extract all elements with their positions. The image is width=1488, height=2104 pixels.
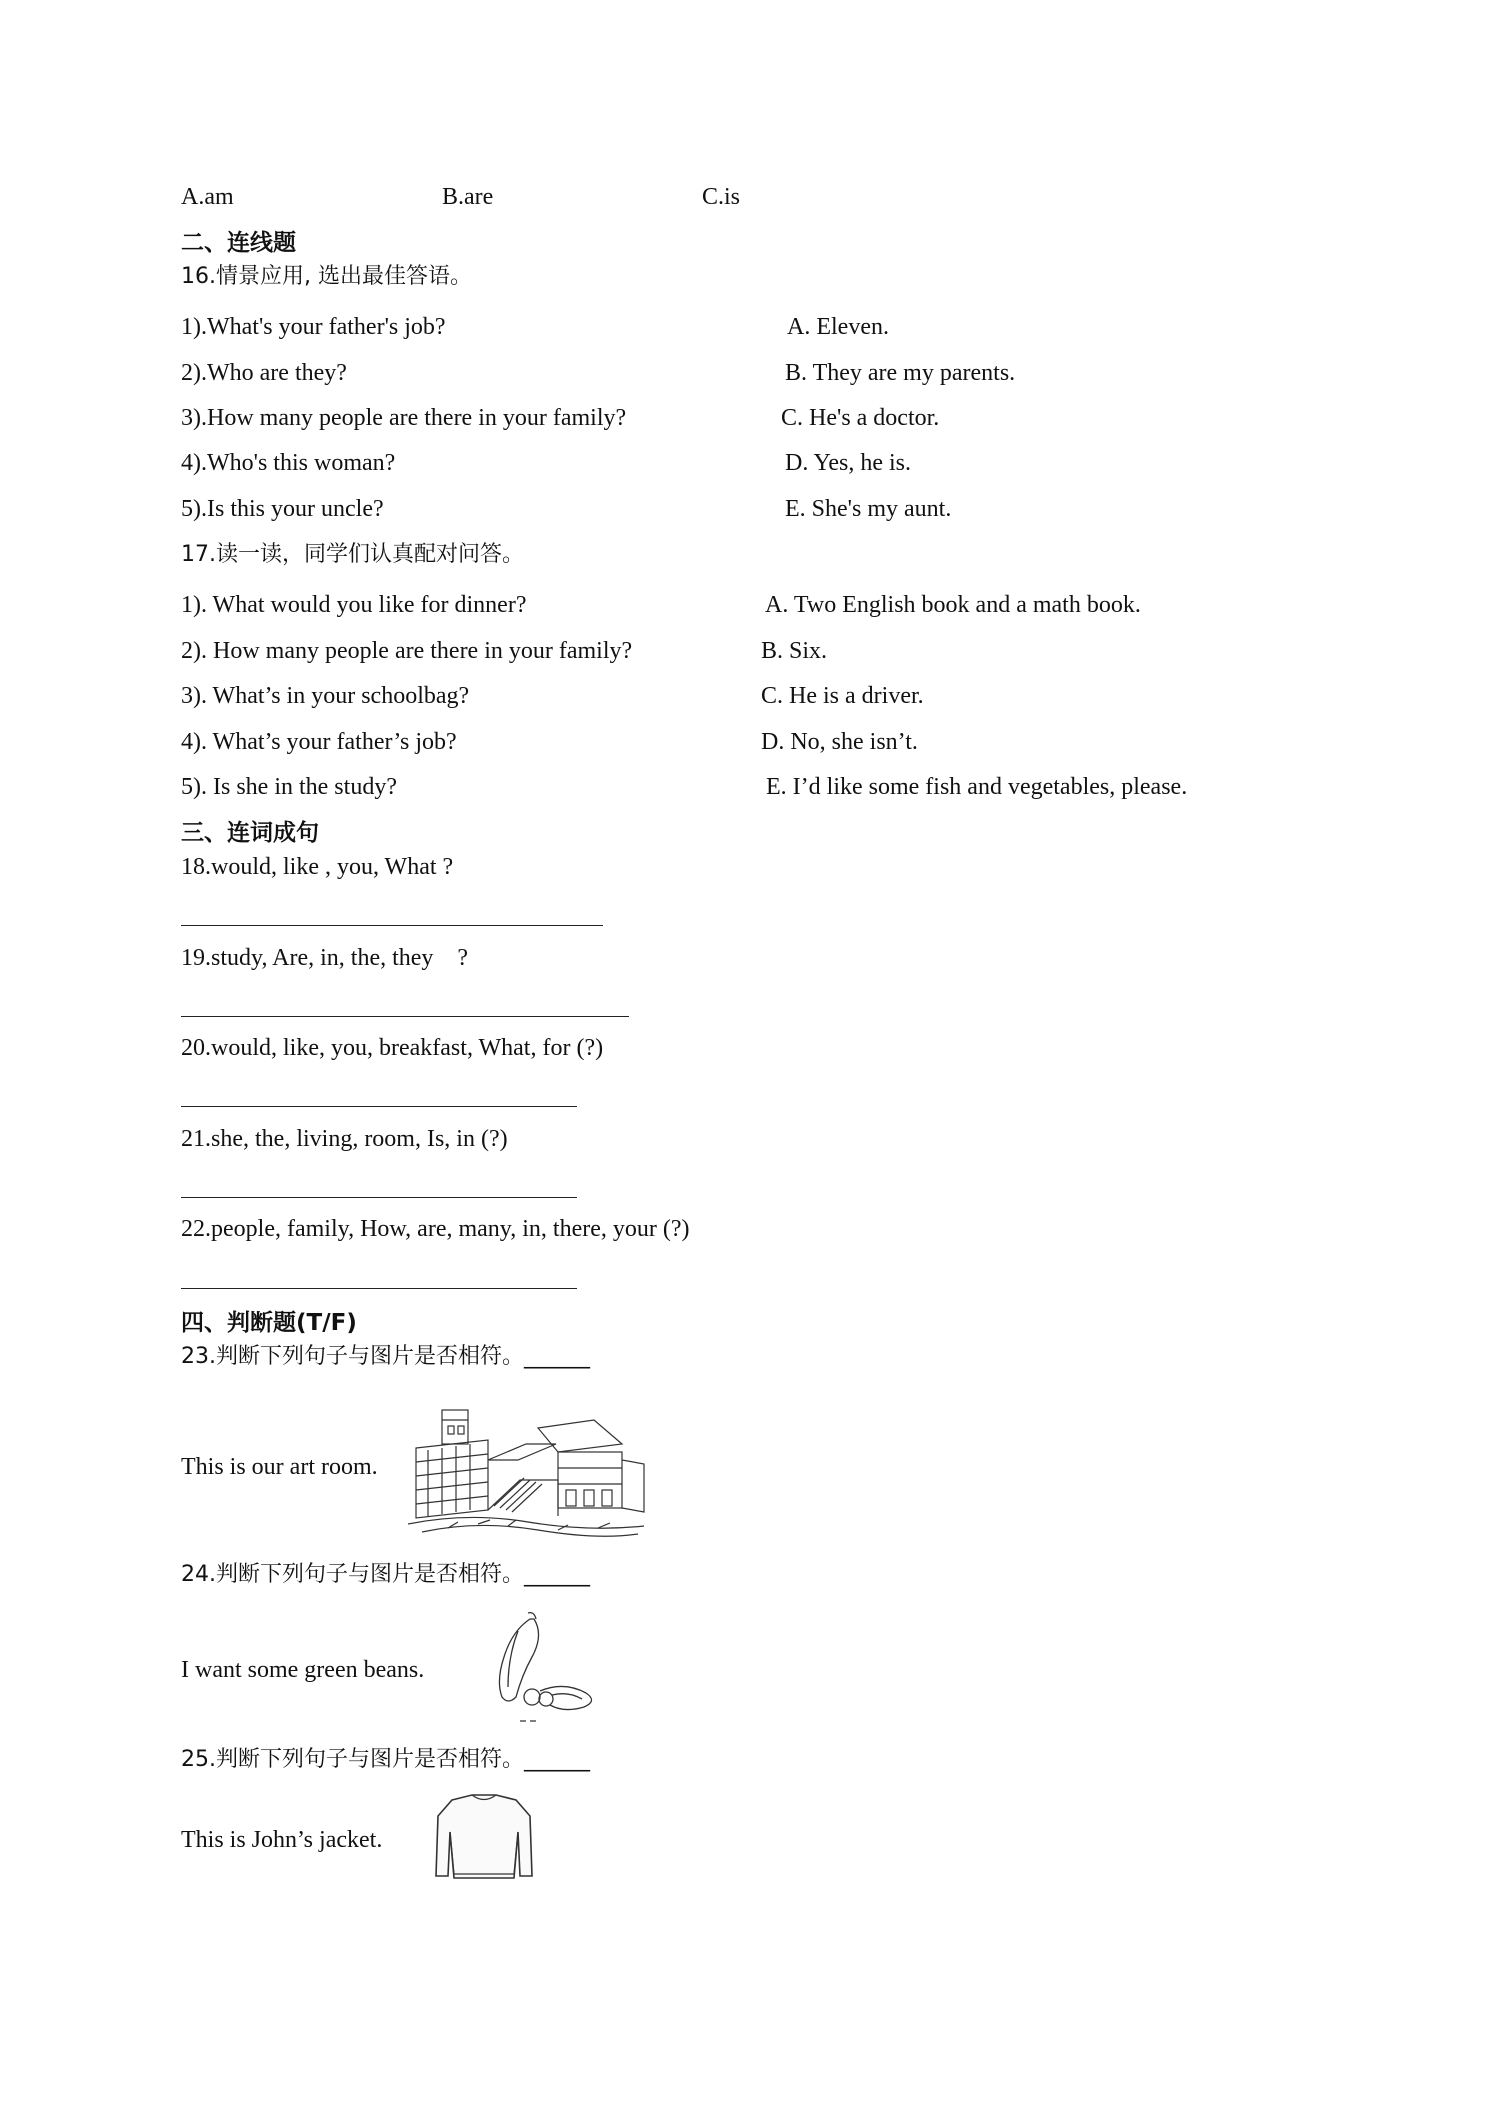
sentence-item: 22.people, family, How, are, many, in, there, your (?): [181, 1216, 690, 1242]
school-building-sketch: [408, 1400, 648, 1540]
answer-line: [181, 925, 603, 926]
q17-question: 4). What’s your father’s job?: [181, 729, 457, 755]
q16-question: 2).Who are they?: [181, 360, 347, 386]
option-b: B.are: [442, 184, 494, 210]
q16-prompt: 16.情景应用, 选出最佳答语。: [181, 264, 472, 289]
answer-line: [181, 1288, 577, 1289]
q16-question: 1).What's your father's job?: [181, 314, 446, 340]
tf-prompt: 25.判断下列句子与图片是否相符。______: [181, 1747, 590, 1772]
section4-heading: 四、判断题(T/F): [181, 1310, 357, 1336]
green-beans-sketch: [460, 1605, 610, 1730]
tf-sentence: This is John’s jacket.: [181, 1827, 383, 1853]
q17-answer: E. I’d like some fish and vegetables, please.: [766, 774, 1188, 800]
sentence-item: 18.would, like , you, What ?: [181, 854, 454, 880]
q17-answer: D. No, she isn’t.: [761, 729, 918, 755]
q17-answer: A. Two English book and a math book.: [765, 592, 1141, 618]
sentence-item: 20.would, like, you, breakfast, What, for (?): [181, 1035, 604, 1061]
tf-prompt: 23.判断下列句子与图片是否相符。______: [181, 1344, 590, 1369]
q17-answer: C. He is a driver.: [761, 683, 924, 709]
answer-line: [181, 1106, 577, 1107]
q16-answer: C. He's a doctor.: [781, 405, 940, 431]
q16-answer: B. They are my parents.: [785, 360, 1016, 386]
q17-question: 1). What would you like for dinner?: [181, 592, 527, 618]
q16-question: 3).How many people are there in your family?: [181, 405, 627, 431]
q17-prompt: 17.读一读，同学们认真配对问答。: [181, 542, 524, 567]
sentence-item: 19.study, Are, in, the, they ?: [181, 945, 469, 971]
tf-prompt: 24.判断下列句子与图片是否相符。______: [181, 1562, 590, 1587]
q16-question: 4).Who's this woman?: [181, 450, 396, 476]
answer-line: [181, 1016, 629, 1017]
q17-answer: B. Six.: [761, 638, 828, 664]
q16-answer: D. Yes, he is.: [785, 450, 912, 476]
q17-question: 3). What’s in your schoolbag?: [181, 683, 470, 709]
tf-sentence: I want some green beans.: [181, 1657, 425, 1683]
q16-answer: A. Eleven.: [787, 314, 889, 340]
sentence-item: 21.she, the, living, room, Is, in (?): [181, 1126, 508, 1152]
q16-answer: E. She's my aunt.: [785, 496, 952, 522]
q17-question: 2). How many people are there in your family?: [181, 638, 633, 664]
tf-sentence: This is our art room.: [181, 1454, 378, 1480]
option-a: A.am: [181, 184, 234, 210]
q16-question: 5).Is this your uncle?: [181, 496, 384, 522]
option-c: C.is: [702, 184, 741, 210]
answer-line: [181, 1197, 577, 1198]
jacket-sketch: [432, 1792, 536, 1882]
q17-question: 5). Is she in the study?: [181, 774, 397, 800]
section2-heading: 二、连线题: [181, 230, 296, 256]
section3-heading: 三、连词成句: [181, 820, 319, 846]
